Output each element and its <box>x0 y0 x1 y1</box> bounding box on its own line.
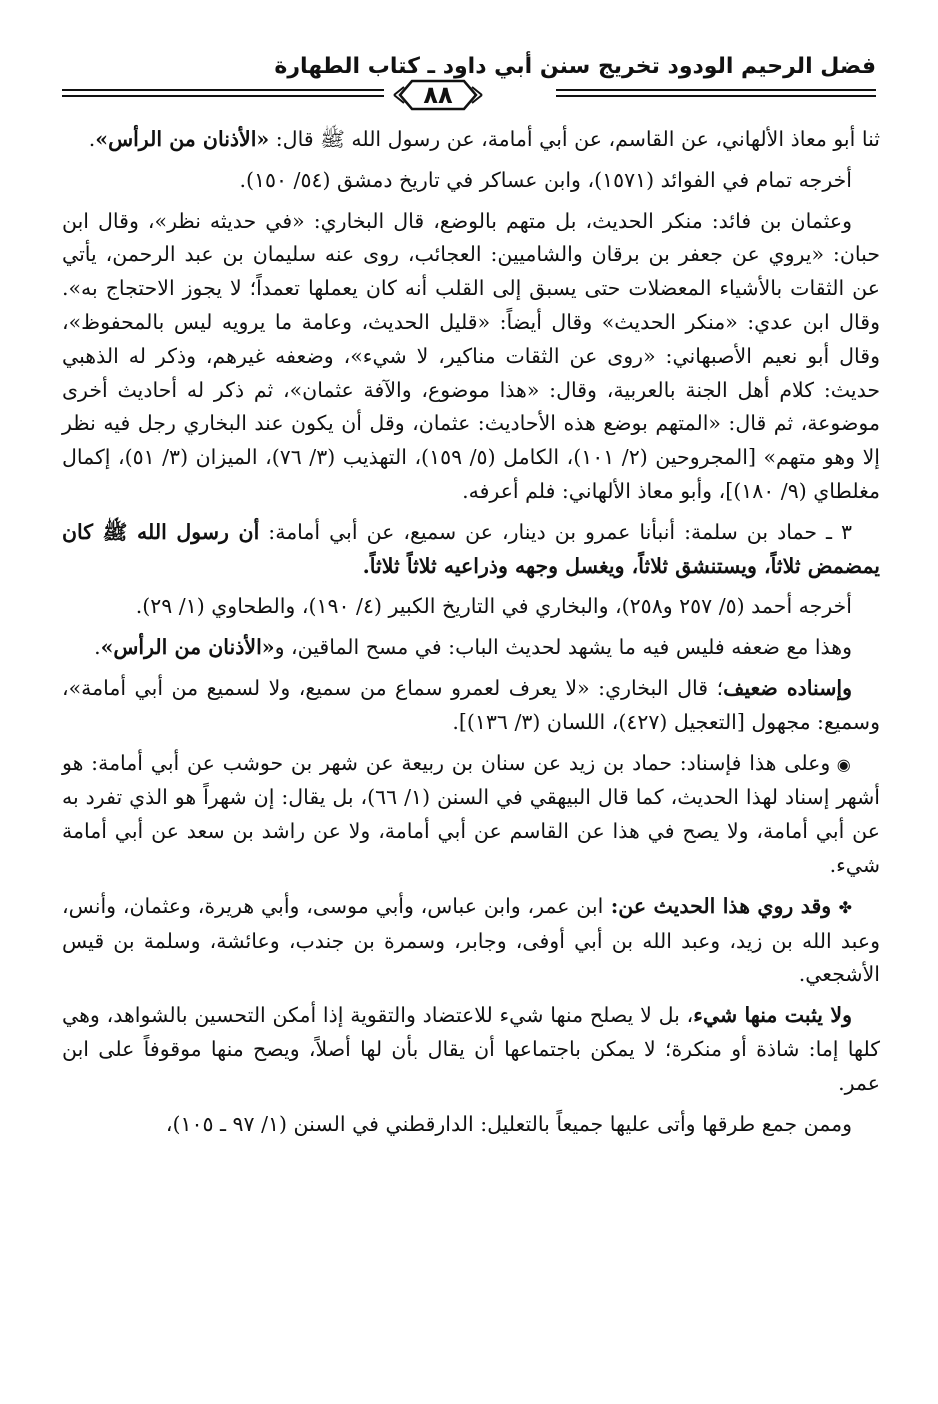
text-segment: ٣ ـ حماد بن سلمة: أنبأنا عمرو بن دينار، عن سميع، عن أبي أمامة: <box>259 519 852 544</box>
bold-text-segment: وإسناده ضعيف <box>723 675 852 700</box>
paragraph-p5 <box>62 590 880 624</box>
paragraph-p7 <box>62 672 880 740</box>
text-segment: وعثمان بن فائد: منكر الحديث، بل متهم بالوضع، قال البخاري: «في حديثه نظر»، وقال ابن حبان: «يروي عن جعفر بن برقان والشاميين: العجائب، روى عنه سليمان بن عبد الرحمن، يأتي عن الثقات بالأشياء المعضلات حتى يسبق إلى القلب أنه كان يعملها تعمداً؛ لا يجوز الاحتجاج به». وقال ابن عدي: «منكر الحديث» وقال أيضاً: «قليل الحديث، وعامة ما يرويه ليس بالمحفوظ»، وقال أبو نعيم الأصبهاني: «روى عن الثقات مناكير، لا شيء»، وضعفه غيرهم، وذكر له الذهبي حديث: كلام أهل الجنة بالعربية، وقال: «هذا موضوع، والآفة عثمان»، ثم ذكر له أحاديث أخرى موضوعة، ثم قال: «المتهم بوضع هذه الأحاديث: عثمان، وقل أن يكون عند البخاري رجل فيه نظر إلا وهو متهم» [المجروحين (٢/ ١٠١)، الكامل (٥/ ١٥٩)، التهذيب (٣/ ٧٦)، الميزان (٣/ ٥١)، إكمال مغلطاي (٩/ ١٨٠)]، وأبو معاذ الألهاني: فلم أعرفه. <box>62 208 880 503</box>
text-segment: ؛ قال البخاري: «لا يعرف لعمرو سماع من سميع، ولا لسميع من أبي أمامة»، وسميع: مجهول [التعجيل (٤٢٧)، اللسان (٣/ ١٣٦)]. <box>62 675 880 734</box>
page-number-frame <box>392 78 484 112</box>
text-segment: وهذا مع ضعفه فليس فيه ما يشهد لحديث الباب: في مسح الماقين، و <box>274 635 852 660</box>
bold-text-segment: ولا يثبت منها شيء <box>693 1003 852 1028</box>
paragraph-p9 <box>62 890 880 992</box>
header-rule-right <box>556 89 876 97</box>
bullet-mark-icon: ✤ <box>838 897 852 917</box>
text-segment: ثنا أبو معاذ الألهاني، عن القاسم، عن أبي أمامة، عن رسول الله ﷺ قال: <box>269 127 880 151</box>
text-segment: ابن عمر، وابن عباس، وأبي موسى، وأبي هريرة، وعثمان، وأنس، وعبد الله بن زيد، وعبد الله بن أبي أوفى، وجابر، وسمرة بن جندب، وعائشة، وسلمة بن قيس الأشجعي. <box>62 893 880 987</box>
bold-text-segment: أن رسول الله ﷺ كان يمضمض ثلاثاً، ويستنشق ثلاثاً، ويغسل وجهه وذراعيه ثلاثاً ثلاثاً. <box>62 519 880 578</box>
bullet-mark-icon: ◉ <box>836 754 852 774</box>
text-segment: ، بل لا يصلح منها شيء للاعتضاد والتقوية إذا أمكن التحسين بالشواهد، وهي كلها إما: شاذة أو منكرة؛ لا يمكن باجتماعها أن يقال بأن لها أصلاً، ويصح منها موقوفاً على ابن عمر. <box>62 1003 880 1095</box>
text-segment: وعلى هذا فإسناد: حماد بن زيد عن سنان بن ربيعة عن شهر بن حوشب عن أبي أمامة: هو أشهر إسناد لهذا الحديث، كما قال البيهقي في السنن (١/ ٦٦)، بل يقال: إن شهراً هو الذي تفرد به عن أبي أمامة، ولا يصح في هذا عن القاسم عن أبي أمامة، ولا عن راشد بن سعد عن أبي أمامة شيء. <box>62 750 880 877</box>
page-body <box>62 123 880 1148</box>
header-rule-left <box>62 89 384 97</box>
paragraph-p6 <box>62 631 880 665</box>
running-title: فضل الرحيم الودود تخريج سنن أبي داود ـ كتاب الطهارة <box>274 54 876 79</box>
paragraph-p10 <box>62 999 880 1100</box>
bold-text-segment: وقد روي هذا الحديث عن: <box>603 893 839 918</box>
text-segment: . <box>94 635 101 660</box>
bold-text-segment: «الأذنان من الرأس» <box>100 635 275 660</box>
page-number: ٨٨ <box>423 81 453 109</box>
text-segment: أخرجه تمام في الفوائد (١٥٧١)، وابن عساكر في تاريخ دمشق (٥٤/ ١٥٠). <box>239 167 852 192</box>
page-header <box>62 44 876 114</box>
paragraph-p2 <box>62 164 880 198</box>
paragraph-p1 <box>62 123 880 157</box>
text-segment: . <box>88 127 96 151</box>
paragraph-p11 <box>62 1108 880 1142</box>
bold-text-segment: «الأذنان من الرأس» <box>95 127 270 151</box>
text-segment: وممن جمع طرقها وأتى عليها جميعاً بالتعليل: الدارقطني في السنن (١/ ٩٧ ـ ١٠٥)، <box>165 1111 852 1136</box>
paragraph-p4 <box>62 516 880 584</box>
text-segment: أخرجه أحمد (٥/ ٢٥٧ و٢٥٨)، والبخاري في التاريخ الكبير (٤/ ١٩٠)، والطحاوي (١/ ٢٩). <box>135 594 852 619</box>
paragraph-p8 <box>62 747 880 883</box>
paragraph-p3 <box>62 205 880 509</box>
